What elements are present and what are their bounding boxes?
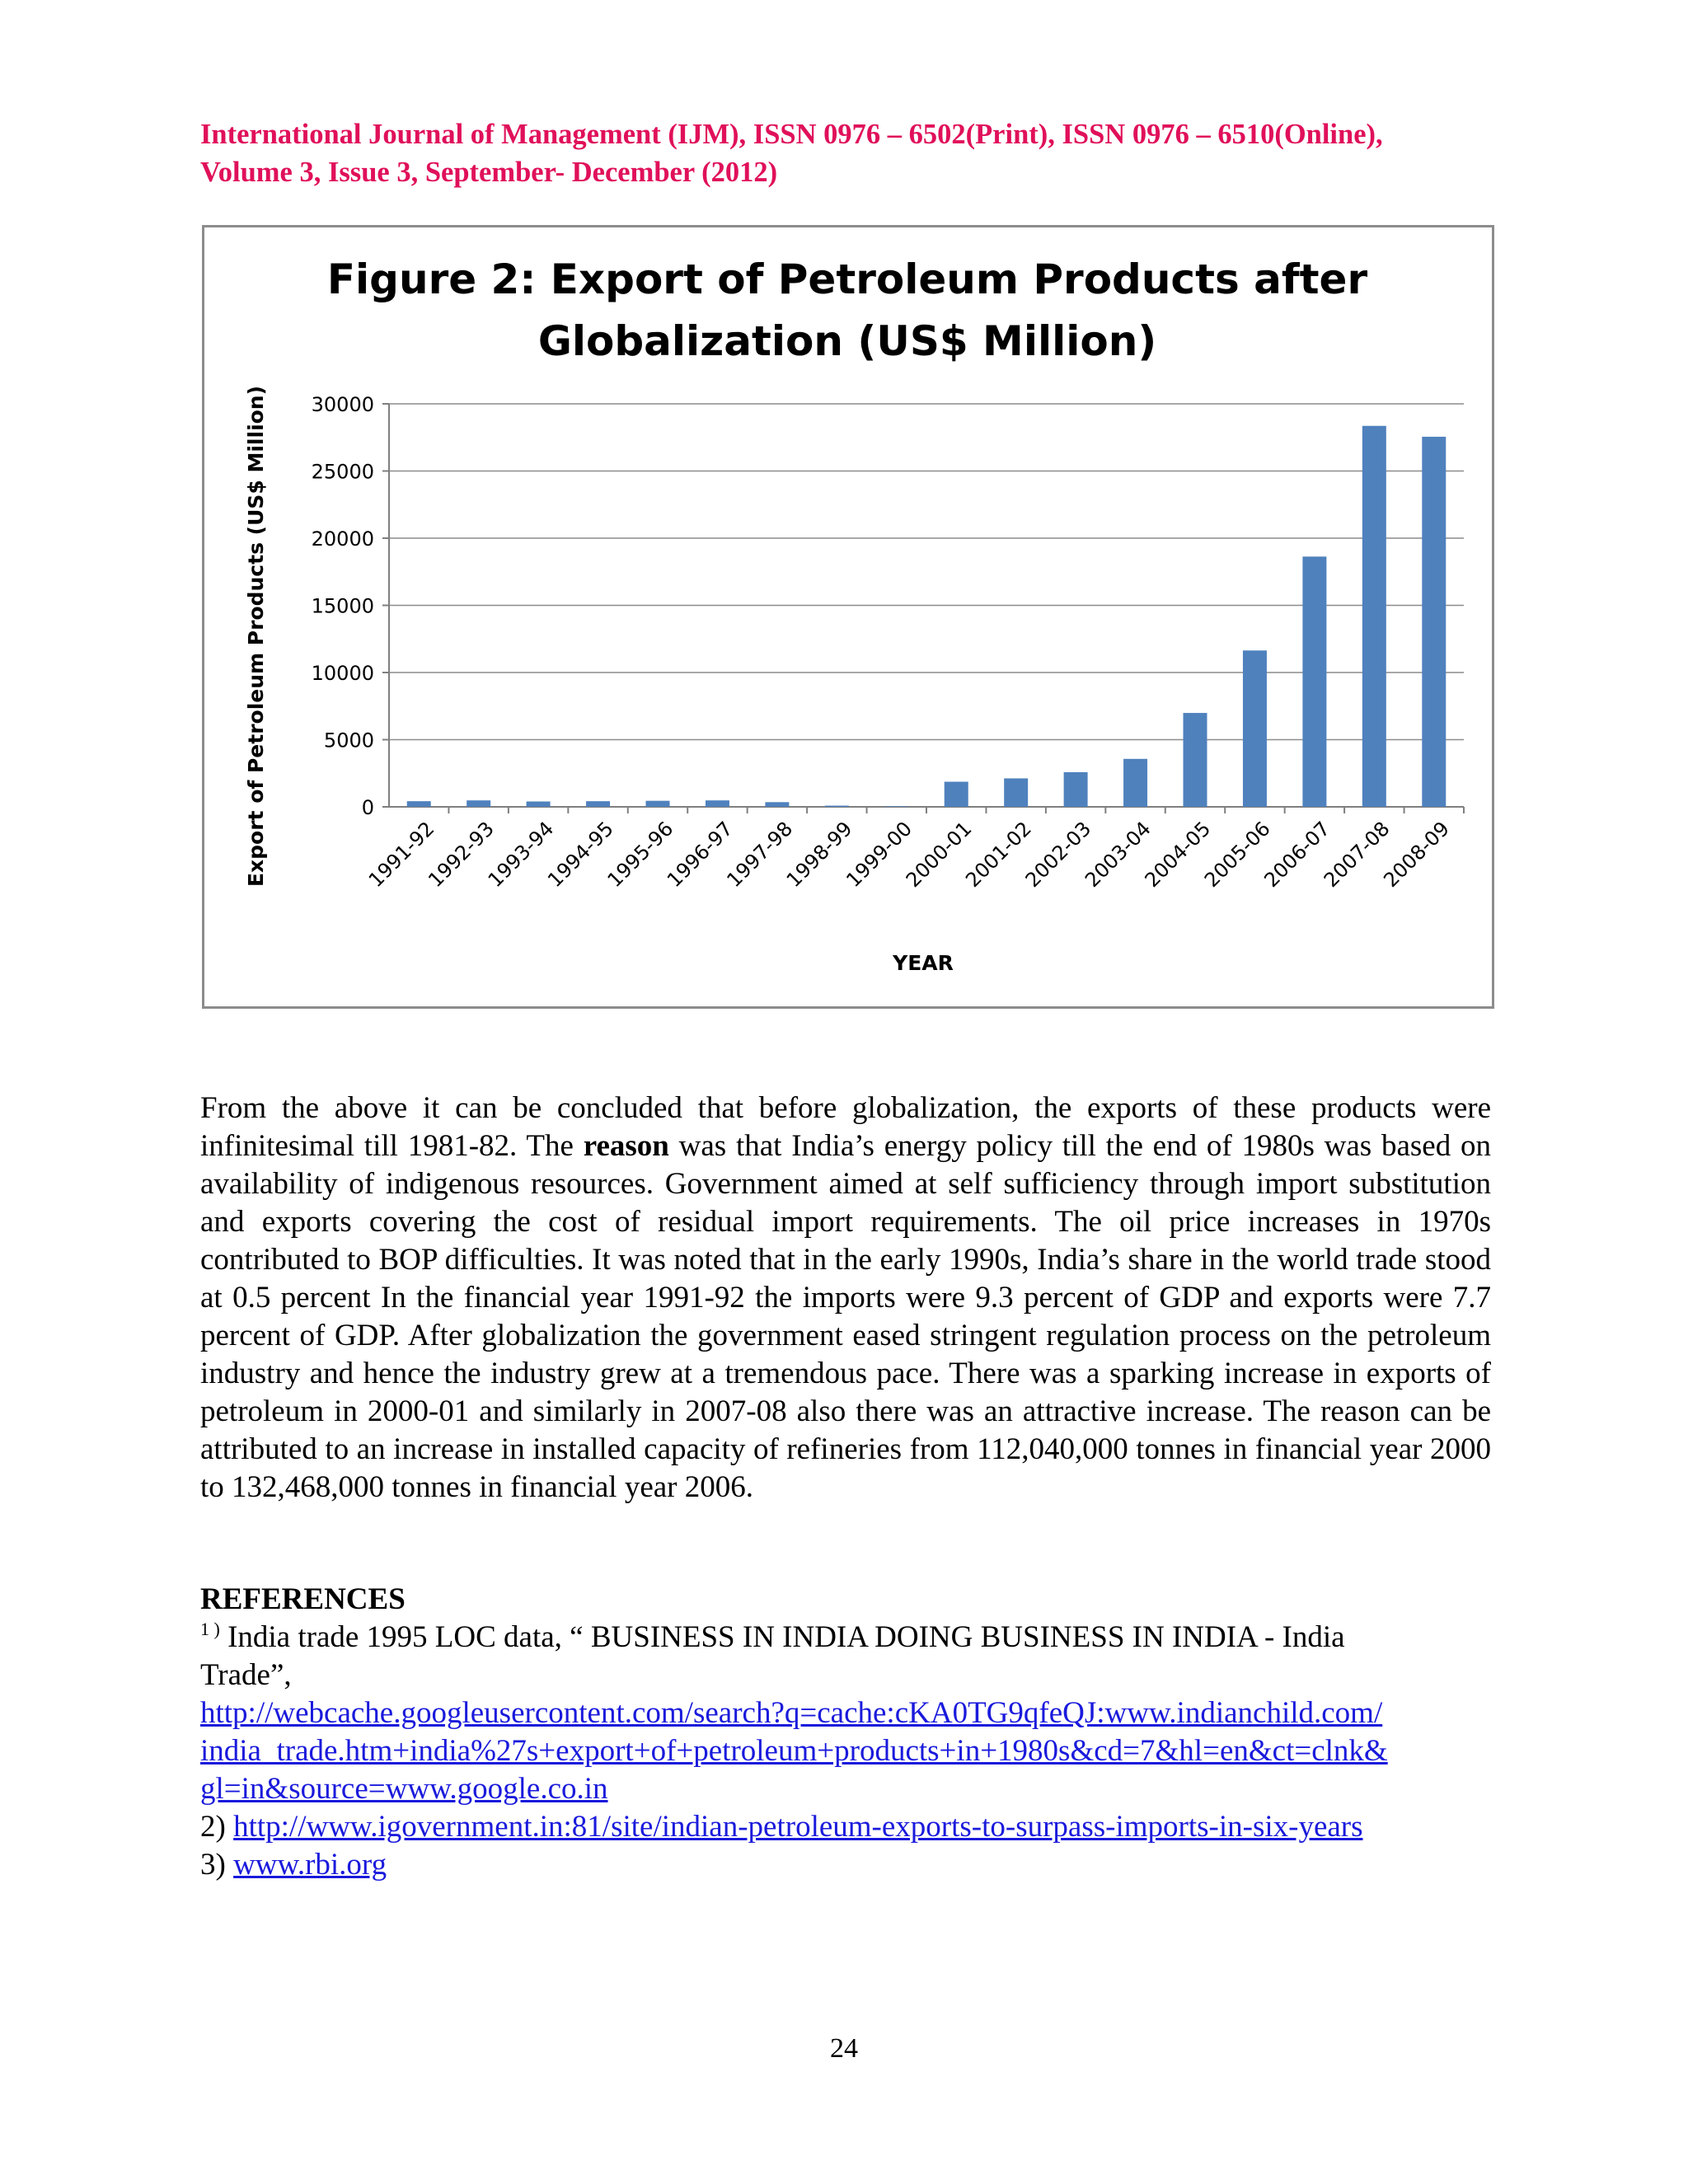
paragraph-text-part-1: From the above it can be concluded that before globalization, the exports of these products were infinitesimal till 1981-82. The — [200, 1091, 1491, 1163]
bar-2000-01 — [945, 782, 968, 807]
reference-3-link[interactable]: www.rbi.org — [233, 1848, 387, 1882]
reference-1-link-part-1[interactable]: http://webcache.googleusercontent.com/search?q=cache:cKA0TG9qfeQJ:www.indianchild.com/ — [200, 1696, 1383, 1730]
reference-1-link-part-3[interactable]: gl=in&source=www.google.co.in — [200, 1772, 608, 1806]
reference-1-text: India trade 1995 LOC data, “ BUSINESS IN INDIA DOING BUSINESS IN INDIA - India — [219, 1620, 1345, 1654]
bar-chart-svg — [204, 227, 1492, 1006]
chart-bars — [407, 426, 1447, 807]
reference-2-number: 2) — [200, 1810, 234, 1844]
x-tick-label: 1995-96 — [603, 817, 678, 893]
x-tick-label: 2004-05 — [1140, 817, 1216, 893]
x-tick-label: 2002-03 — [1020, 817, 1096, 893]
journal-header-line-1: International Journal of Management (IJM), ISSN 0976 – 6502(Print), ISSN 0976 – 6510(Online), — [200, 119, 1383, 150]
bar-2004-05 — [1184, 713, 1207, 807]
x-tick-label: 2008-09 — [1379, 817, 1455, 893]
figure-2-chart — [202, 225, 1494, 1009]
y-tick-label: 10000 — [311, 662, 374, 685]
x-tick-label: 2007-08 — [1319, 817, 1395, 893]
paragraph-bold-word: reason — [583, 1129, 669, 1163]
bar-2005-06 — [1243, 650, 1267, 807]
x-tick-label: 2000-01 — [901, 817, 977, 893]
x-tick-label: 1998-99 — [781, 817, 857, 893]
chart-title-line-1: Figure 2: Export of Petroleum Products after — [326, 255, 1368, 303]
bar-2003-04 — [1123, 759, 1147, 807]
bar-1993-94 — [527, 801, 551, 807]
reference-1-link-part-2[interactable]: india_trade.htm+india%27s+export+of+petroleum+products+in+1980s&cd=7&hl=en&ct=clnk& — [200, 1734, 1388, 1768]
x-tick-label: 1996-97 — [662, 817, 738, 893]
bar-1995-96 — [646, 801, 670, 807]
reference-3-number: 3) — [200, 1848, 234, 1882]
bar-1991-92 — [407, 801, 431, 807]
chart-gridlines — [382, 404, 1464, 813]
reference-3 — [200, 1846, 1503, 1884]
x-tick-label: 2005-06 — [1199, 817, 1275, 893]
reference-1-text-line-2: Trade”, — [200, 1658, 292, 1692]
x-tick-label: 1997-98 — [722, 817, 798, 893]
bar-1998-99 — [825, 806, 849, 807]
journal-header-line-2: Volume 3, Issue 3, September- December (2012) — [200, 157, 778, 188]
bar-2002-03 — [1064, 772, 1088, 807]
bar-1999-00 — [884, 806, 908, 807]
y-tick-label: 15000 — [311, 594, 374, 618]
references-title: REFERENCES — [200, 1582, 406, 1616]
x-tick-label: 1999-00 — [842, 817, 917, 893]
bar-1996-97 — [706, 800, 729, 807]
reference-2-link[interactable]: http://www.igovernment.in:81/site/indian-petroleum-exports-to-surpass-imports-in-six-years — [233, 1810, 1363, 1844]
x-axis-label: YEAR — [893, 951, 954, 975]
journal-header — [200, 115, 1494, 191]
y-tick-label: 25000 — [311, 460, 374, 484]
x-tick-label: 2003-04 — [1081, 817, 1156, 893]
y-tick-label: 5000 — [323, 729, 374, 752]
y-tick-label: 30000 — [311, 393, 374, 416]
x-axis-ticks — [364, 817, 1454, 892]
reference-1-marker: 1 ) — [200, 1619, 220, 1639]
x-tick-label: 1993-94 — [483, 817, 559, 893]
body-paragraph — [200, 1090, 1491, 1507]
x-tick-label: 1994-95 — [543, 817, 618, 893]
x-tick-label: 2006-07 — [1259, 817, 1335, 893]
x-tick-label: 1991-92 — [363, 817, 439, 893]
y-tick-label: 0 — [361, 796, 374, 819]
y-tick-label: 20000 — [311, 527, 374, 551]
bar-1992-93 — [467, 800, 490, 807]
bar-2007-08 — [1362, 426, 1386, 807]
bar-1994-95 — [586, 801, 610, 807]
chart-title-line-2: Globalization (US$ Million) — [537, 317, 1157, 365]
x-tick-label: 1992-93 — [424, 817, 499, 893]
y-axis-ticks — [312, 393, 374, 819]
references-section — [200, 1581, 1503, 1884]
bar-2008-09 — [1422, 437, 1446, 807]
reference-2 — [200, 1808, 1503, 1846]
y-axis-label: Export of Petroleum Products (US$ Million) — [244, 385, 268, 888]
bar-2001-02 — [1004, 778, 1028, 807]
bar-2006-07 — [1302, 556, 1326, 807]
reference-1 — [200, 1619, 1503, 1657]
bar-1997-98 — [765, 802, 789, 807]
x-tick-label: 2001-02 — [961, 817, 1036, 893]
page-number: 24 — [830, 2033, 858, 2064]
paragraph-text-part-2: was that India’s energy policy till the end of 1980s was based on availability of indigenous resources. Government aimed at self sufficiency through import substitution and exports covering the cost of residual import requirements. The oil price increases in 1970s contributed to BOP difficulties. It was noted that in the early 1990s, India’s share in the world trade stood at 0.5 percent In the financial year 1991-92 the imports were 9.3 percent of GDP and exports were 7.7 percent of GDP. After globalization the government eased stringent regulation process on the petroleum industry and hence the industry grew at a tremendous pace. There was a sparking increase in exports of petroleum in 2000-01 and similarly in 2007-08 also there was an attractive increase. The reason can be attributed to an increase in installed capacity of refineries from 112,040,000 tonnes in financial year 2000 to 132,468,000 tonnes in financial year 2006. — [200, 1129, 1491, 1504]
